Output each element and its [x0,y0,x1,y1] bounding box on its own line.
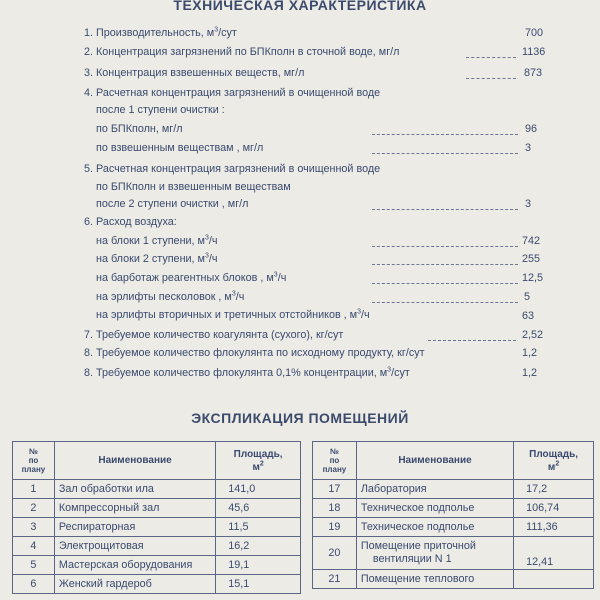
tech-line-6b: на блоки 2 ступени, $м^3/ч$ [96,252,218,265]
table-row: 2 Компрессорный зал 45,6 [13,499,301,518]
tech-line-5: 5. Расчетная концентрация загрязнений в очищенной воде [84,163,381,175]
table-header-row [313,442,594,480]
tech-line-4b: по БПКполн, мг/л [96,123,183,135]
tech-title: ТЕХНИЧЕСКАЯ ХАРАКТЕРИСТИКА [173,0,427,13]
table-row: 5 Мастерская оборудования 19,1 [13,556,301,575]
leader-line [372,153,518,154]
tech-line-6: 6. Расход воздуха: [84,216,177,228]
table-row: 19 Техническое подполье 111,36 [313,518,594,537]
leader-line [372,209,518,210]
leader-line [372,134,518,135]
tech-line-4a: после 1 ступени очистки : [96,104,225,116]
table-row: 3 Респираторная 11,5 [13,518,301,537]
tech-value-7: 2,52 [522,329,544,341]
tech-value-6b: 255 [522,253,541,265]
tech-value-6a: 742 [522,235,541,247]
table-row: 6 Женский гардероб 15,1 [13,575,301,594]
tech-line-3: 3. Концентрация взвешенных веществ, мг/л [84,67,305,79]
tech-value-8a: 1,2 [522,347,538,359]
table-row: 1 Зал обработки ила 141,0 [13,480,301,499]
tech-line-7: 7. Требуемое количество коагулянта (сухого), кг/сут [84,329,344,341]
leader-line [428,340,516,341]
table-row: 4 Электрощитовая 16,2 [13,537,301,556]
tech-line-4: 4. Расчетная концентрация загрязнений в очищенной воде [84,87,381,99]
tech-line-6a: на блоки 1 ступени, $м^3/ч$ [96,234,218,247]
header-name: Наименование [54,442,215,480]
leader-line [372,283,518,284]
tech-line-1: 1. Производительность, $м^3$/сут [84,26,237,39]
tech-value-3: 873 [524,67,543,79]
leader-line [372,264,518,265]
header-name: Наименование [356,442,513,480]
tech-value-6e: 63 [522,310,535,322]
tech-line-4c: по взвешенным веществам , мг/л [96,142,264,154]
table-header-row [13,442,301,480]
tech-line-6d: на эрлифты песколовок , $м^3/ч$ [96,290,245,303]
header-no: № по плану [13,442,55,480]
tech-value-4c: 3 [525,142,532,154]
tech-value-8b: 1,2 [522,367,538,379]
table-row: 21 Помещение теплового [313,570,594,589]
tech-line-6e: на эрлифты вторичных и третичных отстойников , $м^3/ч$ [96,308,370,321]
tech-line-8b: 8. Требуемое количество флокулянта 0,1% концентрации, $м^3$/сут [84,366,410,379]
leader-line [372,302,518,303]
tech-value-5b: 3 [525,198,532,210]
table-row: 17 Лаборатория 17,2 [313,480,594,499]
tech-line-8a: 8. Требуемое количество флокулянта по исходному продукту, кг/сут [84,347,425,359]
leader-line [466,57,516,58]
header-area: Площадь, $м^2$ [216,442,301,480]
header-no: № по плану [313,442,357,480]
tech-value-4b: 96 [525,123,538,135]
expl-table-right [312,441,594,589]
tech-line-2: 2. Концентрация загрязнений по БПКполн в сточной воде, мг/л [84,46,400,58]
leader-line [466,78,516,79]
table-row: 20 Помещение приточной вентиляции N 1 12,41 [313,537,594,570]
tech-value-6d: 5 [524,291,531,303]
tech-line-6c: на барботаж реагентных блоков , $м^3/ч$ [96,271,287,284]
tech-value-6c: 12,5 [522,272,544,284]
expl-title: ЭКСПЛИКАЦИЯ ПОМЕЩЕНИЙ [191,410,409,426]
expl-table-left [12,441,301,594]
leader-line [372,246,518,247]
tech-value-1: 700 [525,27,544,39]
tech-line-5b: после 2 ступени очистки , мг/л [96,198,249,210]
tech-value-2: 1136 [522,46,546,58]
header-area: Площадь, $м^2$ [514,442,594,480]
table-row: 18 Техническое подполье 106,74 [313,499,594,518]
tech-line-5a: по БПКполн и взвешенным веществам [96,181,291,193]
